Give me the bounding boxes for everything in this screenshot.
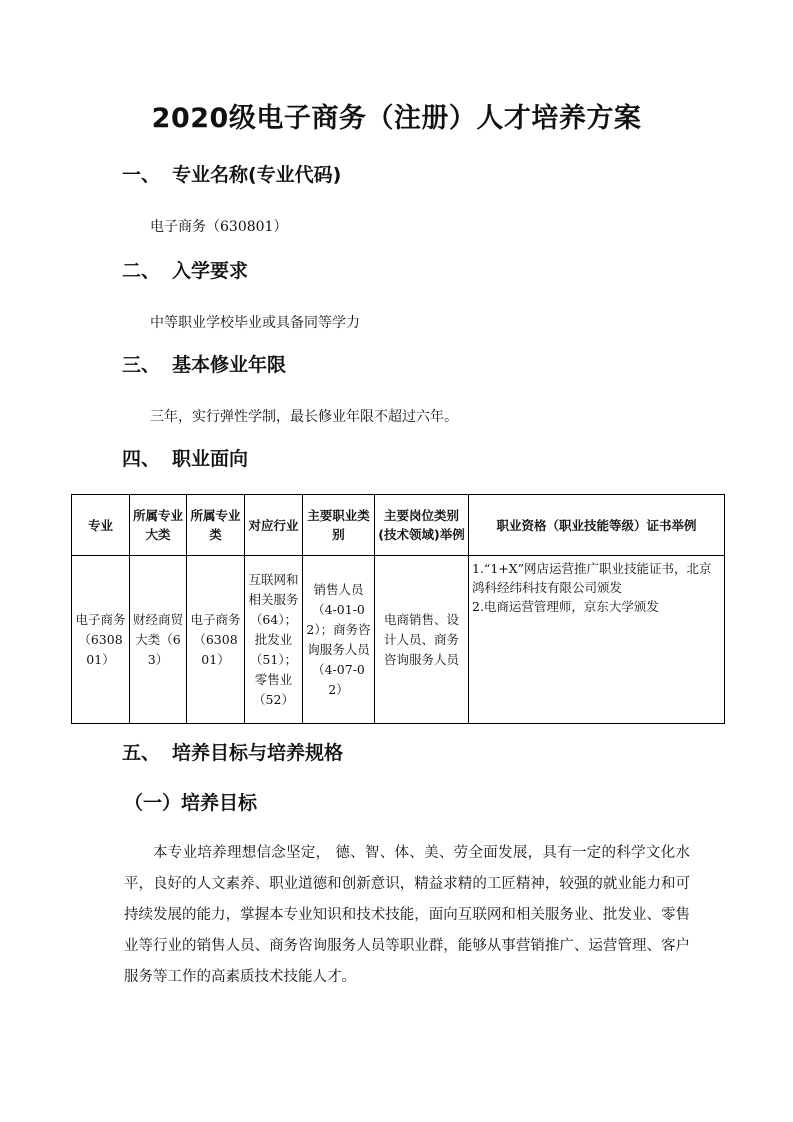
section-title: 基本修业年限 — [172, 354, 287, 376]
column-header: 所属专业类 — [187, 495, 245, 556]
section-heading-2 — [122, 256, 248, 283]
category-cell: 财经商贸大类（63） — [130, 556, 187, 724]
section-number: 五、 — [122, 742, 161, 764]
occupation-cell: 销售人员（4-01-02）；商务咨询服务人员（4-07-02） — [303, 556, 375, 724]
column-header: 主要岗位类别(技术领域)举例 — [375, 495, 469, 556]
section-heading-3 — [122, 350, 286, 377]
industry-cell: 互联网和相关服务（64）；批发业（51）；零售业（52） — [245, 556, 303, 724]
duration-text: 三年，实行弹性学制，最长修业年限不超过六年。 — [150, 409, 458, 425]
section-title: 专业名称(专业代码) — [172, 164, 342, 186]
section-title: 培养目标与培养规格 — [172, 742, 344, 764]
column-header: 专业 — [72, 495, 130, 556]
section-heading-1 — [122, 160, 341, 187]
section-number: 一、 — [122, 164, 161, 186]
section-title: 职业面向 — [172, 448, 249, 470]
admission-text: 中等职业学校毕业或具备同等学力 — [150, 315, 360, 331]
table-header-row — [72, 495, 725, 556]
section-number: 四、 — [122, 448, 161, 470]
major-cell: 电子商务（630801） — [72, 556, 130, 724]
document-title: 2020级电子商务（注册）人才培养方案 — [151, 103, 642, 134]
subsection-heading: （一）培养目标 — [124, 792, 258, 814]
major-name-text: 电子商务（630801） — [150, 219, 288, 235]
training-goal-paragraph: 本专业培养理想信念坚定， 德、智、体、美、劳全面发展，具有一定的科学文化水平，良好的人文素养、职业道德和创新意识，精益求精的工匠精神，较强的就业能力和可持续发展的能力，掌握本专业知识和技术技能，面向互联网和相关服务业、批发业、零售业等行业的销售人员、商务咨询服务人员等职业群，能够从事营销推广、运营管理、客户服务等工作的高素质技术技能人才。 — [124, 845, 690, 985]
section-title: 入学要求 — [172, 260, 249, 282]
certificate-cell — [469, 556, 725, 724]
positions-cell: 电商销售、设计人员、商务咨询服务人员 — [375, 556, 469, 724]
table-row — [72, 556, 725, 724]
column-header: 所属专业大类 — [130, 495, 187, 556]
career-table — [71, 494, 725, 724]
certificate-item: 2.电商运营管理师，京东大学颁发 — [472, 599, 659, 614]
column-header: 主要职业类别 — [303, 495, 375, 556]
certificate-item: 1.“1+X”网店运营推广职业技能证书，北京鸿科经纬科技有限公司颁发 — [472, 561, 712, 595]
section-heading-4 — [122, 444, 248, 471]
column-header: 职业资格（职业技能等级）证书举例 — [469, 495, 725, 556]
section-heading-5 — [122, 738, 343, 765]
class-cell: 电子商务（630801） — [187, 556, 245, 724]
section-number: 三、 — [122, 354, 161, 376]
column-header: 对应行业 — [245, 495, 303, 556]
section-number: 二、 — [122, 260, 161, 282]
